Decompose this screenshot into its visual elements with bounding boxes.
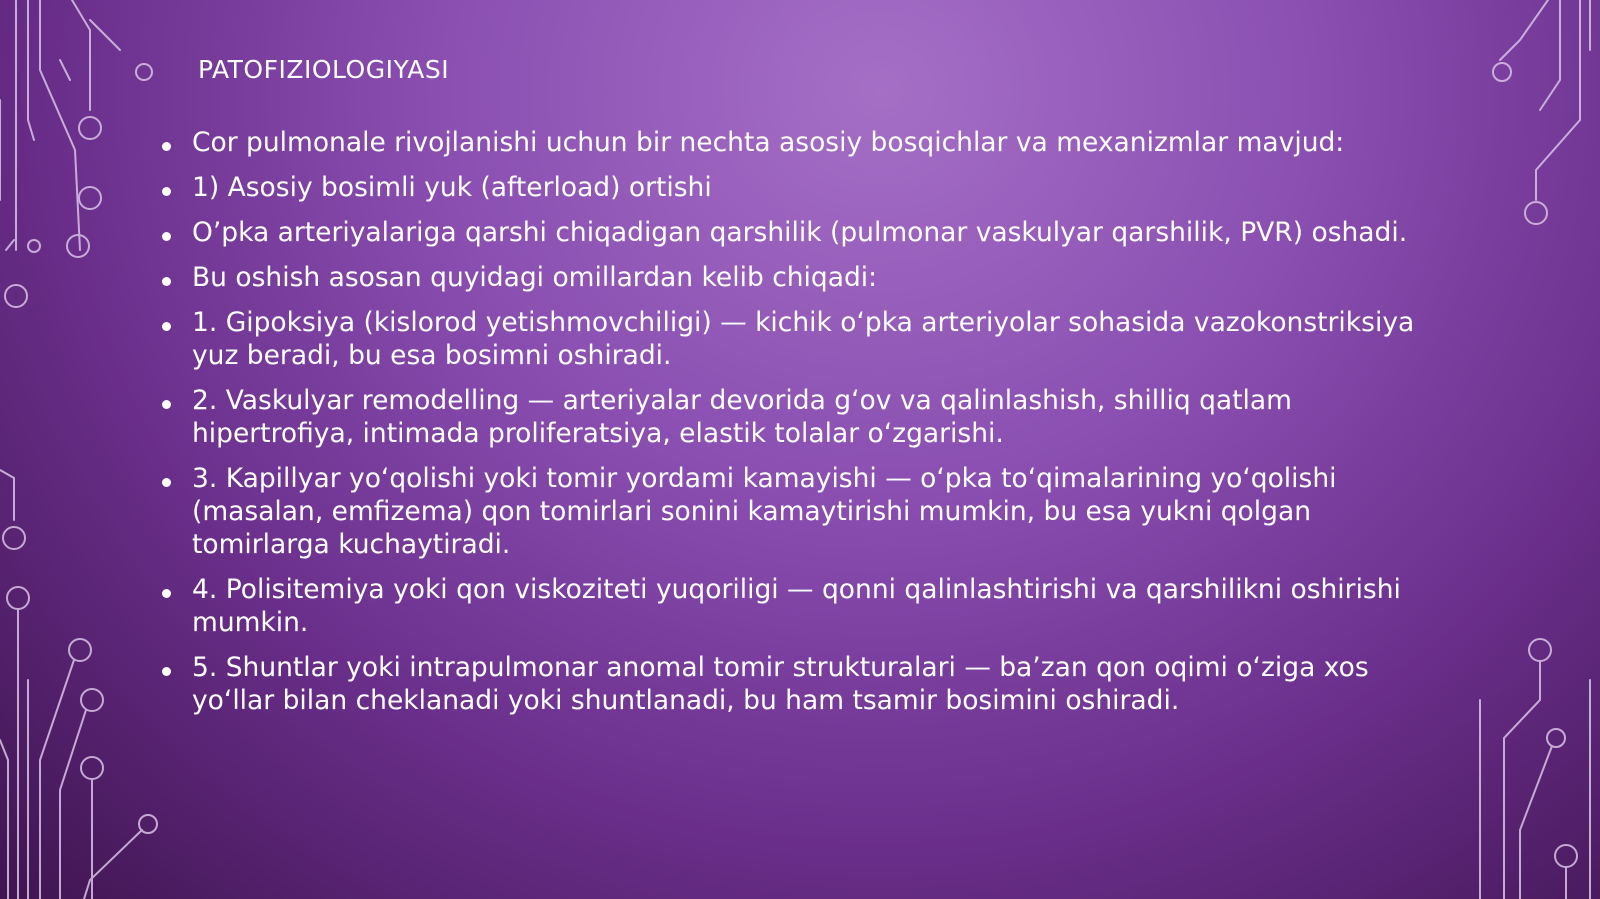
bullet-text: Cor pulmonale rivojlanishi uchun bir nechta asosiy bosqichlar va mexanizmlar mavjud: (192, 127, 1345, 158)
bullet-text: Bu oshish asosan quyidagi omillardan kelib chiqadi: (192, 262, 878, 293)
bullet-text: 4. Polisitemiya yoki qon viskoziteti yuqoriligi — qonni qalinlashtirishi va qarshilikni oshirishi mumkin. (192, 574, 1401, 638)
bullet-item (158, 171, 1418, 204)
bullet-text: 2. Vaskulyar remodelling — arteriyalar devorida g‘ov va qalinlashish, shilliq qatlam hipertrofiya, intimada proliferatsiya, elastik tolalar o‘zgarishi. (192, 385, 1292, 449)
bullet-dot-icon (162, 667, 171, 676)
bullet-text: 3. Kapillyar yo‘qolishi yoki tomir yordami kamayishi — o‘pka to‘qimalarining yo‘qolishi (masalan, emfizema) qon tomirlari sonini kamaytirishi mumkin, bu esa yukni qolgan tomirlarga kuchaytiradi. (192, 463, 1337, 560)
bullet-item (158, 573, 1418, 639)
bullet-dot-icon (162, 187, 171, 196)
bullet-dot-icon (162, 400, 171, 409)
bullet-dot-icon (162, 277, 171, 286)
bullet-dot-icon (162, 589, 171, 598)
slide-title: PATOFIZIOLOGIYASI (198, 55, 450, 84)
bullet-item (158, 216, 1418, 249)
bullet-item (158, 384, 1418, 450)
bullet-dot-icon (162, 232, 171, 241)
bullet-dot-icon (162, 142, 171, 151)
bullet-text: 1) Asosiy bosimli yuk (afterload) ortishi (192, 172, 712, 203)
bullet-dot-icon (162, 478, 171, 487)
bullet-text: O’pka arteriyalariga qarshi chiqadigan qarshilik (pulmonar vaskulyar qarshilik, PVR) oshadi. (192, 217, 1408, 248)
bullet-dot-icon (162, 322, 171, 331)
bullet-item (158, 261, 1418, 294)
bullet-item (158, 651, 1418, 717)
bullet-text: 1. Gipoksiya (kislorod yetishmovchiligi) — kichik o‘pka arteriyolar sohasida vazokonstriksiya yuz beradi, bu esa bosimni oshiradi. (192, 307, 1415, 371)
bullet-list (158, 126, 1418, 729)
bullet-text: 5. Shuntlar yoki intrapulmonar anomal tomir strukturalari — ba’zan qon oqimi o‘ziga xos yo‘llar bilan cheklanadi yoki shuntlanadi, bu ham tsamir bosimini oshiradi. (192, 652, 1369, 716)
bullet-item (158, 126, 1418, 159)
bullet-item (158, 462, 1418, 561)
bullet-item (158, 306, 1418, 372)
